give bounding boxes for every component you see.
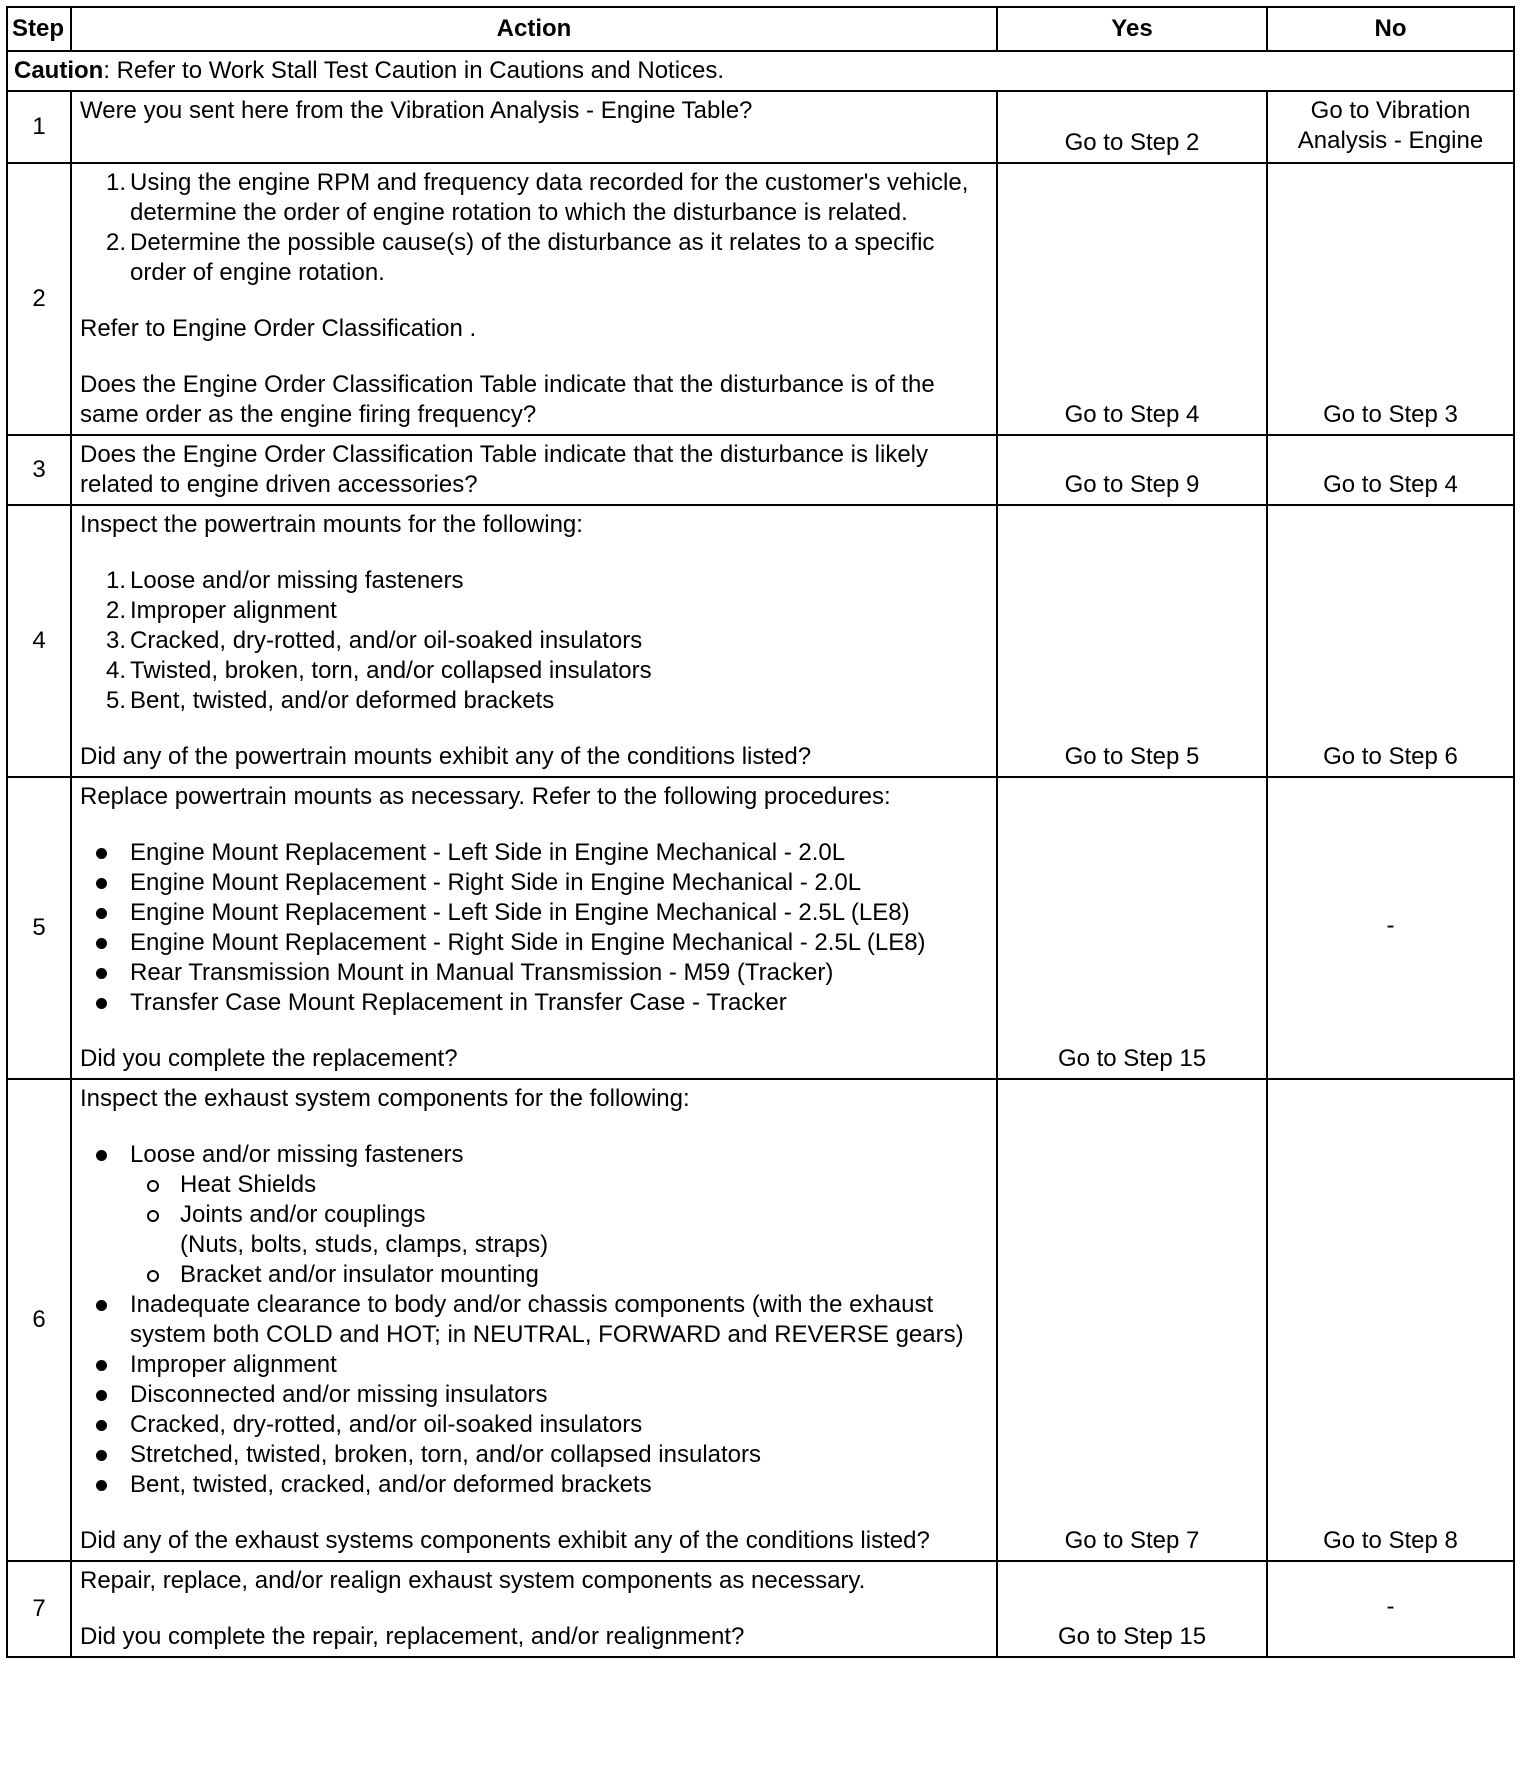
table-row bbox=[7, 435, 1514, 505]
action-intro: Inspect the powertrain mounts for the following: bbox=[80, 511, 583, 538]
no-cell: Go to Step 8 bbox=[1267, 1079, 1514, 1561]
step-number: 3 bbox=[7, 435, 71, 505]
list-item: 2. Determine the possible cause(s) of the disturbance as it relates to a specific order of engine rotation. bbox=[105, 229, 935, 286]
action-cell bbox=[71, 163, 997, 435]
procedure-item: Engine Mount Replacement - Right Side in Engine Mechanical - 2.0L bbox=[80, 868, 988, 898]
yes-cell: Go to Step 4 bbox=[997, 163, 1267, 435]
list-item: 1. Using the engine RPM and frequency data recorded for the customer's vehicle, determine the order of engine rotation to which the disturbance is related. bbox=[105, 169, 969, 226]
yes-cell: Go to Step 5 bbox=[997, 505, 1267, 777]
action-cell bbox=[71, 777, 997, 1079]
bullet-list bbox=[80, 1140, 988, 1500]
table-row bbox=[7, 1079, 1514, 1561]
condition-item: Stretched, twisted, broken, torn, and/or collapsed insulators bbox=[80, 1440, 988, 1470]
no-cell bbox=[1267, 91, 1514, 163]
action-header: Action bbox=[71, 7, 997, 51]
circle-bullet-icon bbox=[147, 1180, 159, 1192]
action-question: Does the Engine Order Classification Table indicate that the disturbance is of the same order as the engine firing frequency? bbox=[80, 371, 935, 428]
step-number: 7 bbox=[7, 1561, 71, 1657]
action-cell bbox=[71, 435, 997, 505]
table-row bbox=[7, 777, 1514, 1079]
condition-item: Disconnected and/or missing insulators bbox=[80, 1380, 988, 1410]
bullet-icon bbox=[96, 1360, 107, 1371]
bullet-icon bbox=[96, 1450, 107, 1461]
no-line: Analysis - Engine bbox=[1297, 127, 1484, 154]
bullet-icon bbox=[96, 1480, 107, 1491]
table-row bbox=[7, 1561, 1514, 1657]
condition-item: Cracked, dry-rotted, and/or oil-soaked insulators bbox=[80, 1410, 988, 1440]
numbered-list bbox=[80, 168, 988, 288]
bullet-list bbox=[80, 838, 988, 1018]
step-number: 4 bbox=[7, 505, 71, 777]
table-row bbox=[7, 91, 1514, 163]
list-item: 2. Improper alignment bbox=[105, 597, 337, 624]
circle-bullet-icon bbox=[147, 1270, 159, 1282]
action-question: Were you sent here from the Vibration Analysis - Engine Table? bbox=[80, 97, 753, 124]
step-number: 2 bbox=[7, 163, 71, 435]
bullet-icon bbox=[96, 878, 107, 889]
no-cell: - bbox=[1267, 777, 1514, 1079]
bullet-icon bbox=[96, 998, 107, 1009]
no-cell: Go to Step 4 bbox=[1267, 435, 1514, 505]
bullet-icon bbox=[96, 908, 107, 919]
procedure-item: Rear Transmission Mount in Manual Transmission - M59 (Tracker) bbox=[80, 958, 988, 988]
action-question: Did any of the exhaust systems components exhibit any of the conditions listed? bbox=[80, 1527, 930, 1554]
step-header: Step bbox=[7, 7, 71, 51]
bullet-icon bbox=[96, 1390, 107, 1401]
list-item: 4. Twisted, broken, torn, and/or collapsed insulators bbox=[105, 657, 652, 684]
yes-cell: Go to Step 7 bbox=[997, 1079, 1267, 1561]
bullet-icon bbox=[96, 1300, 107, 1311]
procedure-item: Engine Mount Replacement - Right Side in Engine Mechanical - 2.5L (LE8) bbox=[80, 928, 988, 958]
numbered-list bbox=[80, 566, 988, 716]
no-header: No bbox=[1267, 7, 1514, 51]
action-question: Did you complete the replacement? bbox=[80, 1045, 458, 1072]
table-row bbox=[7, 505, 1514, 777]
yes-cell: Go to Step 15 bbox=[997, 777, 1267, 1079]
sub-item: Bracket and/or insulator mounting bbox=[130, 1260, 988, 1290]
list-item: 3. Cracked, dry-rotted, and/or oil-soaked insulators bbox=[105, 627, 643, 654]
step-number: 1 bbox=[7, 91, 71, 163]
yes-header: Yes bbox=[997, 7, 1267, 51]
action-question: Did you complete the repair, replacement, and/or realignment? bbox=[80, 1623, 745, 1650]
circle-bullet-icon bbox=[147, 1210, 159, 1222]
list-item: 1. Loose and/or missing fasteners bbox=[105, 567, 464, 594]
sub-item: Heat Shields bbox=[130, 1170, 988, 1200]
step-number: 6 bbox=[7, 1079, 71, 1561]
action-intro: Repair, replace, and/or realign exhaust system components as necessary. bbox=[80, 1567, 866, 1594]
bullet-icon bbox=[96, 968, 107, 979]
caution-text: : Refer to Work Stall Test Caution in Cautions and Notices. bbox=[103, 57, 725, 84]
yes-cell: Go to Step 9 bbox=[997, 435, 1267, 505]
step-number: 5 bbox=[7, 777, 71, 1079]
no-cell: - bbox=[1267, 1561, 1514, 1657]
yes-cell: Go to Step 2 bbox=[997, 91, 1267, 163]
caution-cell bbox=[7, 51, 1514, 91]
bullet-icon bbox=[96, 1150, 107, 1161]
action-intro: Inspect the exhaust system components for the following: bbox=[80, 1085, 690, 1112]
sub-list bbox=[130, 1170, 988, 1290]
condition-item: Inadequate clearance to body and/or chassis components (with the exhaust system both COLD and HOT; in NEUTRAL, FORWARD and REVERSE gears) bbox=[80, 1290, 988, 1350]
bullet-icon bbox=[96, 848, 107, 859]
no-line: Go to Vibration bbox=[1310, 97, 1471, 124]
caution-label: Caution bbox=[14, 57, 104, 84]
procedure-item: Transfer Case Mount Replacement in Transfer Case - Tracker bbox=[80, 988, 988, 1018]
no-cell: Go to Step 6 bbox=[1267, 505, 1514, 777]
caution-row bbox=[7, 51, 1514, 91]
condition-item: Improper alignment bbox=[80, 1350, 988, 1380]
header-row bbox=[7, 7, 1514, 51]
action-intro: Replace powertrain mounts as necessary. Refer to the following procedures: bbox=[80, 783, 891, 810]
refer-text: Refer to Engine Order Classification . bbox=[80, 315, 477, 342]
action-cell bbox=[71, 1561, 997, 1657]
action-cell bbox=[71, 505, 997, 777]
action-cell bbox=[71, 91, 997, 163]
diagnostic-table bbox=[6, 6, 1515, 1658]
table-row bbox=[7, 163, 1514, 435]
sub-item: Joints and/or couplings (Nuts, bolts, studs, clamps, straps) bbox=[130, 1200, 988, 1260]
action-question: Did any of the powertrain mounts exhibit any of the conditions listed? bbox=[80, 743, 812, 770]
procedure-item: Engine Mount Replacement - Left Side in Engine Mechanical - 2.5L (LE8) bbox=[80, 898, 988, 928]
action-question: Does the Engine Order Classification Table indicate that the disturbance is likely related to engine driven accessories? bbox=[80, 441, 929, 498]
diagnostic-table-wrapper bbox=[6, 6, 1513, 1658]
yes-cell: Go to Step 15 bbox=[997, 1561, 1267, 1657]
procedure-item: Engine Mount Replacement - Left Side in Engine Mechanical - 2.0L bbox=[80, 838, 988, 868]
bullet-icon bbox=[96, 938, 107, 949]
condition-item: Loose and/or missing fasteners Heat Shields Joints and/or couplings (Nuts, bolts, studs, clamps, straps) Bracket and/or insulator mounting bbox=[80, 1140, 988, 1290]
action-cell bbox=[71, 1079, 997, 1561]
no-cell: Go to Step 3 bbox=[1267, 163, 1514, 435]
list-item: 5. Bent, twisted, and/or deformed brackets bbox=[105, 687, 555, 714]
bullet-icon bbox=[96, 1420, 107, 1431]
condition-item: Bent, twisted, cracked, and/or deformed brackets bbox=[80, 1470, 988, 1500]
